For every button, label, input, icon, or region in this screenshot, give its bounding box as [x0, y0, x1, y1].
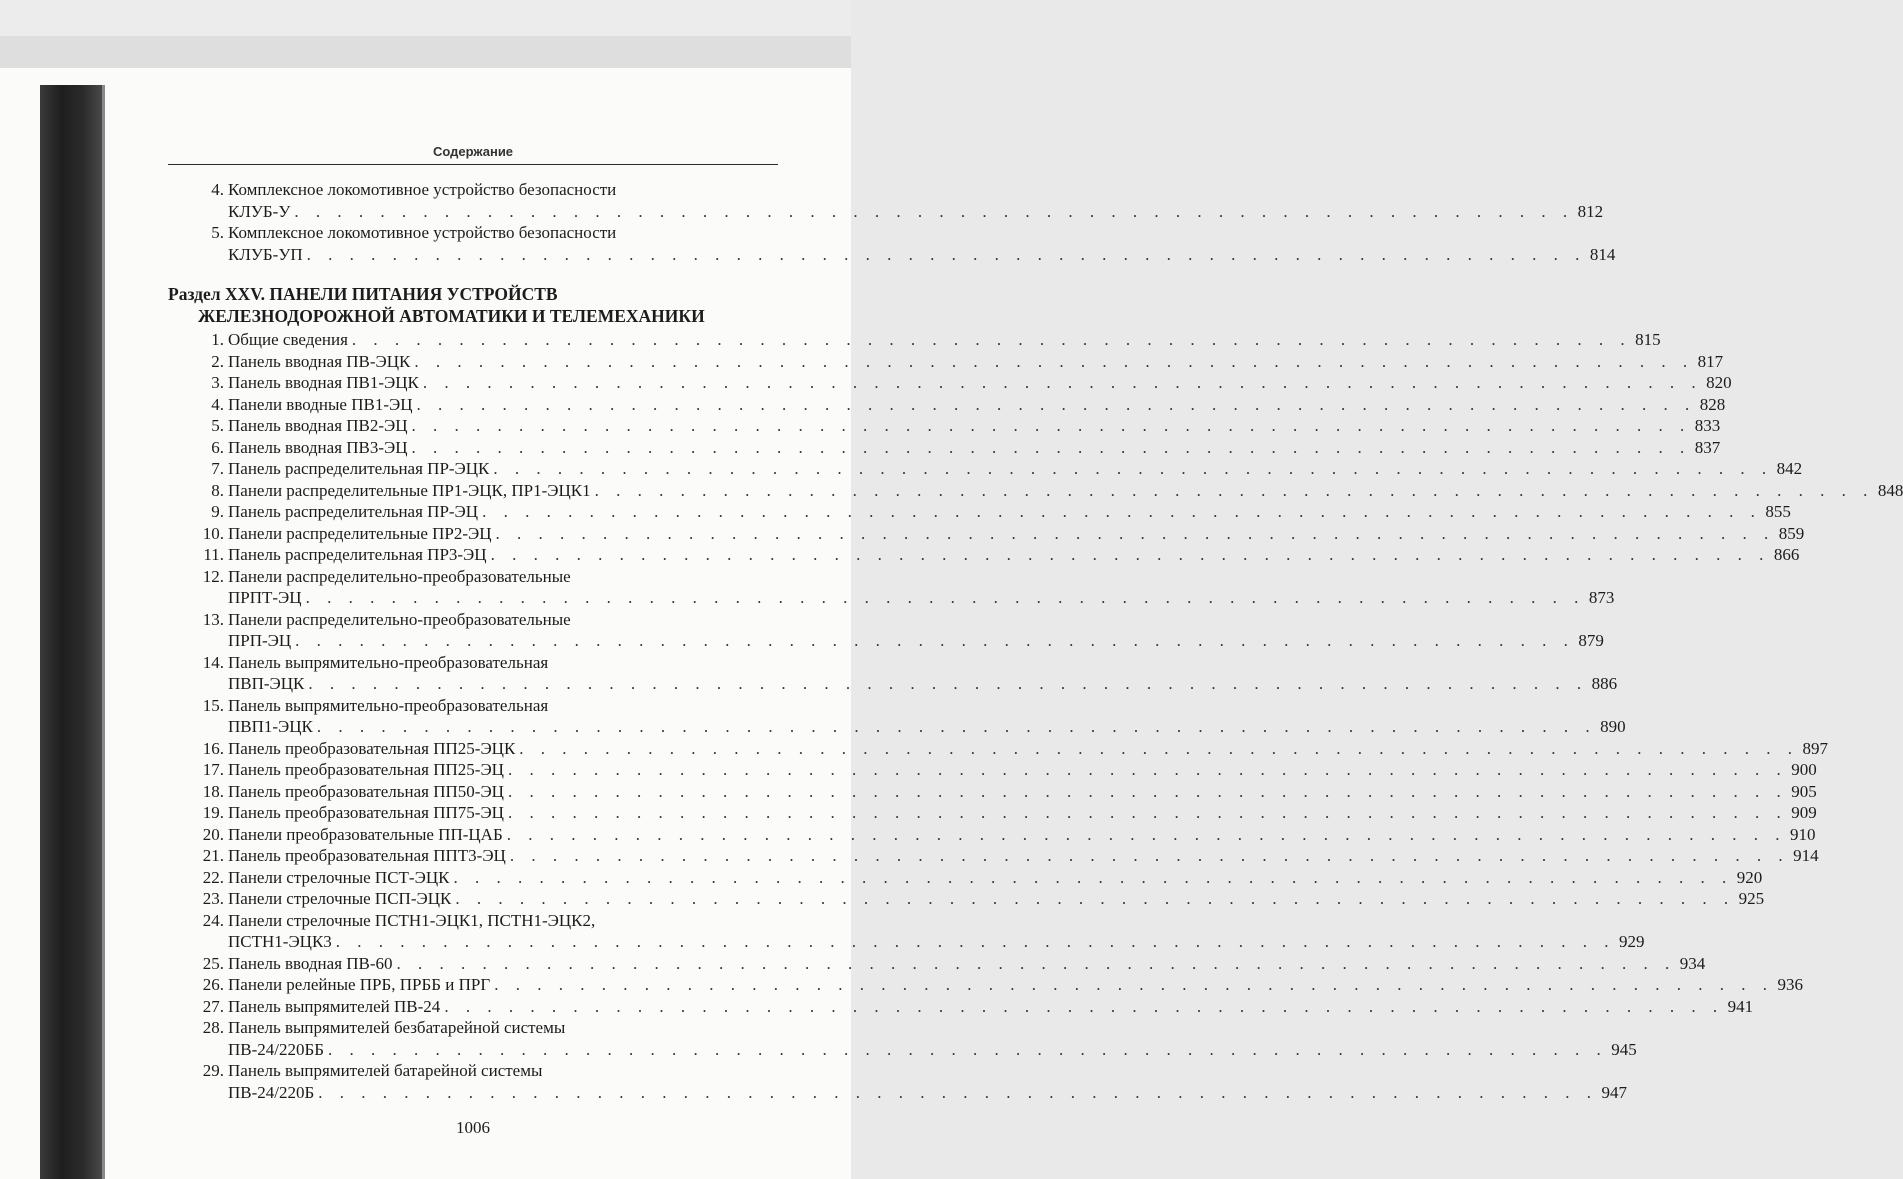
dot-leader: . . . . . . . . . . . . . . . . . . . . . . . . . . . . . . . . . . . . . . . . . . . . . . . . . . . . . . . . . . . .	[494, 975, 1774, 994]
toc-entry-title: ПВП-ЭЦК	[228, 674, 305, 693]
toc-entry-number: 11.	[203, 545, 224, 564]
toc-entry-page: 936	[1777, 975, 1803, 994]
toc-entry-last-line	[228, 824, 1816, 846]
dot-leader: . . . . . . . . . . . . . . . . . . . . . . . . . . . . . . . . . . . . . . . . . . . . . . . . . . . . . . . . . . . .	[295, 631, 1575, 650]
toc-entry-title-line: Панель выпрямительно-преобразовательная	[228, 652, 549, 672]
toc-entry-body	[228, 222, 1616, 265]
toc-entry-page: 900	[1791, 760, 1817, 779]
toc-entry-title-line: Комплексное локомотивное устройство безопасности	[228, 180, 617, 199]
toc-entry-title: Панель преобразовательная ПП25-ЭЦК	[228, 738, 516, 758]
toc-entry-body	[228, 372, 1732, 394]
toc-entry-page: 848	[1877, 480, 1903, 500]
toc-entry-title: ПВП1-ЭЦК	[228, 717, 313, 736]
toc-entry-last-line	[228, 996, 1754, 1018]
dot-leader: . . . . . . . . . . . . . . . . . . . . . . . . . . . . . . . . . . . . . . . . . . . . . . . . . . . . . . . . . . . .	[306, 244, 1586, 264]
toc-entry-body	[228, 759, 1817, 781]
toc-entry-page: 941	[1727, 996, 1754, 1016]
toc-entry-last-line	[228, 888, 1765, 910]
dot-leader: . . . . . . . . . . . . . . . . . . . . . . . . . . . . . . . . . . . . . . . . . . . . . . . . . . . . . . . . . . . .	[318, 1082, 1598, 1102]
dot-leader: . . . . . . . . . . . . . . . . . . . . . . . . . . . . . . . . . . . . . . . . . . . . . . . . . . . . . . . . . . . .	[509, 846, 1790, 865]
toc-entry-title: Панель преобразовательная ППТ3-ЭЦ	[228, 846, 506, 865]
toc-entry-page: 855	[1765, 502, 1791, 521]
toc-entry-last-line	[228, 501, 1791, 523]
dot-leader: . . . . . . . . . . . . . . . . . . . . . . . . . . . . . . . . . . . . . . . . . . . . . . . . . . . . . . . . . . . .	[316, 717, 1597, 736]
toc-entry-last-line	[228, 458, 1803, 480]
toc-entry-title: Общие сведения	[228, 330, 348, 349]
toc-entry-title: ПРПТ-ЭЦ	[228, 588, 302, 607]
toc-entry-page: 945	[1611, 1039, 1637, 1059]
section-heading-line2: ЖЕЛЕЗНОДОРОЖНОЙ АВТОМАТИКИ И ТЕЛЕМЕХАНИКИ	[198, 306, 705, 326]
toc-entry-title: Панели релейные ПРБ, ПРББ и ПРГ	[228, 975, 491, 994]
toc-entry-number: 12.	[202, 566, 224, 586]
section-heading	[168, 283, 778, 327]
toc-entry-last-line	[228, 394, 1726, 416]
toc-entry-body	[228, 179, 1604, 222]
toc-entry-number: 27.	[202, 996, 224, 1016]
toc-entry-page: 920	[1736, 867, 1763, 887]
toc-entry-body	[228, 609, 1604, 652]
book-spine-edge	[102, 85, 105, 1179]
dot-leader: . . . . . . . . . . . . . . . . . . . . . . . . . . . . . . . . . . . . . . . . . . . . . . . . . . . . . . . . . . . .	[308, 674, 1588, 693]
toc-entry	[168, 437, 1721, 459]
toc-entry	[168, 910, 1645, 953]
dot-leader: . . . . . . . . . . . . . . . . . . . . . . . . . . . . . . . . . . . . . . . . . . . . . . . . . . . . . . . . . . . .	[328, 1039, 1608, 1059]
toc-entry-number: 22.	[202, 867, 224, 887]
toc-entry-number: 16.	[202, 738, 224, 758]
toc-entry-page: 833	[1694, 416, 1721, 435]
toc-entry	[168, 394, 1726, 416]
toc-entry-number: 25.	[202, 953, 224, 973]
toc-entry-page: 820	[1706, 373, 1732, 392]
toc-entry-title-line: Панели распределительно-преобразовательные	[228, 566, 571, 586]
dot-leader: . . . . . . . . . . . . . . . . . . . . . . . . . . . . . . . . . . . . . . . . . . . . . . . . . . . . . . . . . . . .	[422, 373, 1703, 392]
dot-leader: . . . . . . . . . . . . . . . . . . . . . . . . . . . . . . . . . . . . . . . . . . . . . . . . . . . . . . . . . . . .	[490, 545, 1770, 564]
dot-leader: . . . . . . . . . . . . . . . . . . . . . . . . . . . . . . . . . . . . . . . . . . . . . . . . . . . . . . . . . . . .	[444, 996, 1724, 1016]
toc-entry-title-line: Панели распределительно-преобразовательные	[228, 609, 571, 629]
toc-entry	[168, 695, 1626, 738]
toc-entry	[168, 222, 1616, 265]
dot-leader: . . . . . . . . . . . . . . . . . . . . . . . . . . . . . . . . . . . . . . . . . . . . . . . . . . . . . . . . . . . .	[493, 459, 1773, 478]
toc-entry-number: 21.	[202, 846, 224, 865]
toc-entry-title-line: Комплексное локомотивное устройство безопасности	[228, 223, 617, 242]
toc-entry	[168, 609, 1604, 652]
toc-entry	[168, 953, 1706, 975]
toc-entry-number: 18.	[202, 781, 224, 801]
dot-leader: . . . . . . . . . . . . . . . . . . . . . . . . . . . . . . . . . . . . . . . . . . . . . . . . . . . . . . . . . . . .	[411, 437, 1691, 457]
toc-entry-body	[228, 566, 1615, 609]
toc-entry-page: 914	[1793, 846, 1819, 865]
toc-entry-page: 886	[1591, 674, 1618, 693]
toc-entry-last-line	[228, 351, 1724, 373]
toc-entry-title: Панель вводная ПВ1-ЭЦК	[228, 373, 419, 392]
toc-entry-body	[228, 845, 1819, 867]
toc-entry-title: Панель вводная ПВ2-ЭЦ	[228, 416, 408, 435]
dot-leader: . . . . . . . . . . . . . . . . . . . . . . . . . . . . . . . . . . . . . . . . . . . . . . . . . . . . . . . . . . . .	[507, 803, 1788, 822]
toc-entry-number: 26.	[202, 975, 224, 994]
toc-entry-number: 23.	[202, 889, 224, 908]
toc-entry-number: 6.	[211, 437, 224, 457]
toc-entry-page: 879	[1578, 631, 1604, 650]
dot-leader: . . . . . . . . . . . . . . . . . . . . . . . . . . . . . . . . . . . . . . . . . . . . . . . . . . . . . . . . . . . .	[507, 781, 1788, 801]
toc-entry	[168, 351, 1724, 373]
scan-top-shadow	[0, 36, 851, 68]
toc-entry-body	[228, 1060, 1628, 1103]
toc-entry-title: Панели стрелочные ПСП-ЭЦК	[228, 889, 452, 908]
toc-entry-body	[228, 996, 1754, 1018]
toc-top-list	[168, 179, 1616, 265]
toc-entry-body	[228, 394, 1726, 416]
toc-entry-title: Панель распределительная ПР-ЭЦК	[228, 459, 490, 478]
dot-leader: . . . . . . . . . . . . . . . . . . . . . . . . . . . . . . . . . . . . . . . . . . . . . . . . . . . . . . . . . . . .	[495, 523, 1775, 543]
toc-entry-last-line	[228, 630, 1604, 652]
toc-entry-page: 812	[1577, 201, 1604, 221]
toc-entry-body	[228, 910, 1645, 953]
toc-entry-title: Панель распределительная ПР3-ЭЦ	[228, 545, 487, 564]
toc-entry-body	[228, 867, 1763, 889]
toc-entry	[168, 781, 1817, 803]
toc-entry-last-line	[228, 738, 1829, 760]
toc-entry	[168, 996, 1754, 1018]
toc-entry-title: Панели вводные ПВ1-ЭЦ	[228, 394, 413, 414]
toc-entry-title: ПВ-24/220Б	[228, 1082, 315, 1102]
toc-entry	[168, 566, 1615, 609]
toc-entry-title: КЛУБ-У	[228, 201, 291, 221]
toc-entry-last-line	[228, 1082, 1628, 1104]
dot-leader: . . . . . . . . . . . . . . . . . . . . . . . . . . . . . . . . . . . . . . . . . . . . . . . . . . . . . . . . . . . .	[506, 824, 1786, 844]
toc-entry-last-line	[228, 544, 1800, 566]
dot-leader: . . . . . . . . . . . . . . . . . . . . . . . . . . . . . . . . . . . . . . . . . . . . . . . . . . . . . . . . . . . .	[416, 394, 1696, 414]
toc-entry-page: 905	[1791, 781, 1817, 801]
toc-entry-body	[228, 415, 1721, 437]
toc-entry-body	[228, 351, 1724, 373]
toc-entry-number: 9.	[211, 502, 224, 521]
toc-entry	[168, 523, 1805, 545]
header-rule	[168, 164, 778, 165]
toc-entry-last-line	[228, 759, 1817, 781]
toc-entry-number: 17.	[202, 760, 224, 779]
toc-entry	[168, 1017, 1637, 1060]
toc-entry-page: 842	[1776, 459, 1803, 478]
toc-entry-number: 24.	[202, 910, 224, 930]
toc-entry	[168, 845, 1819, 867]
toc-entry-number: 5.	[211, 223, 224, 242]
toc-entry-number: 8.	[211, 480, 224, 500]
toc-entry	[168, 329, 1661, 351]
toc-entry-number: 3.	[211, 373, 224, 392]
toc-entry-last-line	[228, 673, 1618, 695]
toc-entry-number: 14.	[202, 652, 224, 672]
toc-entry	[168, 179, 1604, 222]
toc-entry-last-line	[228, 480, 1903, 502]
toc-entry-body	[228, 802, 1817, 824]
toc-entry-title-line: Панели стрелочные ПСТН1-ЭЦК1, ПСТН1-ЭЦК2,	[228, 910, 596, 930]
toc-entry	[168, 652, 1618, 695]
toc-entry-last-line	[228, 867, 1763, 889]
toc-entry-last-line	[228, 974, 1803, 996]
toc-entry-body	[228, 458, 1803, 480]
toc-entry-body	[228, 888, 1765, 910]
toc-entry-body	[228, 480, 1903, 502]
toc-entry-body	[228, 544, 1800, 566]
toc-entry	[168, 867, 1763, 889]
toc-entry	[168, 415, 1721, 437]
running-header: Содержание	[432, 144, 514, 159]
toc-entry-page: 859	[1778, 523, 1805, 543]
toc-entry-body	[228, 738, 1829, 760]
toc-entry-page: 814	[1589, 244, 1616, 264]
toc-entry-page: 929	[1619, 932, 1645, 951]
toc-entry	[168, 888, 1765, 910]
toc-entry-last-line	[228, 781, 1817, 803]
toc-page	[168, 140, 1903, 1103]
dot-leader: . . . . . . . . . . . . . . . . . . . . . . . . . . . . . . . . . . . . . . . . . . . . . . . . . . . . . . . . . . . .	[507, 760, 1788, 779]
toc-entry-number: 5.	[211, 416, 224, 435]
toc-entry-page: 866	[1773, 545, 1800, 564]
toc-entry-last-line	[228, 329, 1661, 351]
toc-entry-page: 890	[1600, 717, 1626, 736]
toc-entry-page: 909	[1791, 803, 1817, 822]
toc-entry-body	[228, 953, 1706, 975]
toc-entry-last-line	[228, 523, 1805, 545]
toc-entry-page: 897	[1802, 738, 1829, 758]
toc-entry-last-line	[228, 587, 1615, 609]
toc-entry-body	[228, 437, 1721, 459]
toc-entry-page: 815	[1635, 330, 1661, 349]
toc-entry-body	[228, 523, 1805, 545]
toc-entry	[168, 480, 1903, 502]
toc-entry-body	[228, 824, 1816, 846]
toc-entry-last-line	[228, 415, 1721, 437]
dot-leader: . . . . . . . . . . . . . . . . . . . . . . . . . . . . . . . . . . . . . . . . . . . . . . . . . . . . . . . . . . . .	[455, 889, 1735, 908]
toc-entry-number: 20.	[202, 824, 224, 844]
section-heading-line1: Раздел XXV. ПАНЕЛИ ПИТАНИЯ УСТРОЙСТВ	[168, 284, 558, 304]
dot-leader: . . . . . . . . . . . . . . . . . . . . . . . . . . . . . . . . . . . . . . . . . . . . . . . . . . . . . . . . . . . .	[453, 867, 1733, 887]
toc-entry	[168, 501, 1791, 523]
dot-leader: . . . . . . . . . . . . . . . . . . . . . . . . . . . . . . . . . . . . . . . . . . . . . . . . . . . . . . . . . . . .	[482, 502, 1762, 521]
toc-entry-title: Панель преобразовательная ПП75-ЭЦ	[228, 803, 504, 822]
toc-entry-number: 28.	[202, 1018, 224, 1037]
dot-leader: . . . . . . . . . . . . . . . . . . . . . . . . . . . . . . . . . . . . . . . . . . . . . . . . . . . . . . . . . . . .	[411, 416, 1691, 435]
toc-entry	[168, 372, 1732, 394]
toc-entry-body	[228, 974, 1803, 996]
toc-entry-number: 1.	[211, 330, 224, 349]
toc-entry-title-line: Панель выпрямителей безбатарейной системы	[228, 1018, 566, 1037]
toc-entry-last-line	[228, 931, 1645, 953]
toc-entry	[168, 759, 1817, 781]
toc-entry-number: 19.	[202, 803, 224, 822]
toc-entry-number: 29.	[202, 1061, 224, 1080]
toc-entry-title: ПРП-ЭЦ	[228, 631, 292, 650]
toc-entry-body	[228, 501, 1791, 523]
toc-entry-title-line: Панель выпрямителей батарейной системы	[228, 1061, 543, 1080]
dot-leader: . . . . . . . . . . . . . . . . . . . . . . . . . . . . . . . . . . . . . . . . . . . . . . . . . . . . . . . . . . . .	[519, 738, 1799, 758]
toc-entry-last-line	[228, 372, 1732, 394]
book-spine	[40, 85, 102, 1179]
toc-entry-body	[228, 329, 1661, 351]
toc-entry-number: 10.	[202, 523, 224, 543]
toc-entry-title: ПСТН1-ЭЦК3	[228, 932, 332, 951]
toc-entry-body	[228, 652, 1618, 695]
toc-entry	[168, 824, 1816, 846]
toc-entry-title: Панель распределительная ПР-ЭЦ	[228, 502, 479, 521]
toc-entry-body	[228, 695, 1626, 738]
toc-entry	[168, 544, 1800, 566]
toc-entry-title: Панель вводная ПВ3-ЭЦ	[228, 437, 408, 457]
toc-entry-last-line	[228, 244, 1616, 266]
toc-entry-number: 7.	[211, 459, 224, 478]
toc-entry-title: Панель преобразовательная ПП50-ЭЦ	[228, 781, 504, 801]
page-number: 1006	[456, 1118, 490, 1137]
toc-entry-title: КЛУБ-УП	[228, 244, 303, 264]
dot-leader: . . . . . . . . . . . . . . . . . . . . . . . . . . . . . . . . . . . . . . . . . . . . . . . . . . . . . . . . . . . .	[294, 201, 1574, 221]
toc-entry-last-line	[228, 802, 1817, 824]
toc-entry-page: 934	[1679, 953, 1706, 973]
toc-entry	[168, 738, 1829, 760]
toc-entry-body	[228, 781, 1817, 803]
toc-entry-last-line	[228, 201, 1604, 223]
dot-leader: . . . . . . . . . . . . . . . . . . . . . . . . . . . . . . . . . . . . . . . . . . . . . . . . . . . . . . . . . . . .	[335, 932, 1616, 951]
dot-leader: . . . . . . . . . . . . . . . . . . . . . . . . . . . . . . . . . . . . . . . . . . . . . . . . . . . . . . . . . . . .	[351, 330, 1632, 349]
toc-entry-title: Панель преобразовательная ПП25-ЭЦ	[228, 760, 504, 779]
toc-entry-page: 925	[1738, 889, 1765, 908]
toc-entry-page: 817	[1697, 351, 1724, 371]
toc-entry-title: Панели преобразовательные ПП-ЦАБ	[228, 824, 503, 844]
dot-leader: . . . . . . . . . . . . . . . . . . . . . . . . . . . . . . . . . . . . . . . . . . . . . . . . . . . . . . . . . . . .	[594, 480, 1874, 500]
toc-entry	[168, 1060, 1628, 1103]
scan-top-band	[0, 0, 851, 36]
toc-entry-title: Панели распределительные ПР1-ЭЦК, ПР1-ЭЦК1	[228, 480, 591, 500]
toc-entry-title: Панели распределительные ПР2-ЭЦ	[228, 523, 492, 543]
toc-entry-number: 15.	[202, 695, 224, 715]
toc-entry-page: 873	[1588, 588, 1615, 607]
toc-entry-title: Панель выпрямителей ПВ-24	[228, 996, 441, 1016]
toc-entry-number: 4.	[211, 394, 224, 414]
toc-entry-last-line	[228, 845, 1819, 867]
toc-entry-title: ПВ-24/220ББ	[228, 1039, 325, 1059]
toc-entry-number: 4.	[211, 180, 224, 199]
toc-entry-last-line	[228, 716, 1626, 738]
toc-entry-last-line	[228, 953, 1706, 975]
toc-entry	[168, 458, 1803, 480]
toc-entry-number: 13.	[202, 609, 224, 629]
toc-entry-page: 828	[1699, 394, 1726, 414]
toc-entry-number: 2.	[211, 351, 224, 371]
toc-entry-title-line: Панель выпрямительно-преобразовательная	[228, 695, 549, 715]
toc-entry-title: Панель вводная ПВ-ЭЦК	[228, 351, 411, 371]
toc-entry-title: Панели стрелочные ПСТ-ЭЦК	[228, 867, 450, 887]
toc-entry-page: 837	[1694, 437, 1721, 457]
dot-leader: . . . . . . . . . . . . . . . . . . . . . . . . . . . . . . . . . . . . . . . . . . . . . . . . . . . . . . . . . . . .	[396, 953, 1676, 973]
dot-leader: . . . . . . . . . . . . . . . . . . . . . . . . . . . . . . . . . . . . . . . . . . . . . . . . . . . . . . . . . . . .	[305, 588, 1585, 607]
toc-entry	[168, 802, 1817, 824]
toc-entry-page: 947	[1601, 1082, 1628, 1102]
toc-entry-last-line	[228, 1039, 1637, 1061]
toc-entry-title: Панель вводная ПВ-60	[228, 953, 393, 973]
toc-entry-page: 910	[1789, 824, 1816, 844]
toc-entry-last-line	[228, 437, 1721, 459]
toc-entry	[168, 974, 1803, 996]
dot-leader: . . . . . . . . . . . . . . . . . . . . . . . . . . . . . . . . . . . . . . . . . . . . . . . . . . . . . . . . . . . .	[414, 351, 1694, 371]
toc-entry-body	[228, 1017, 1637, 1060]
toc-section-list	[168, 329, 1903, 1103]
